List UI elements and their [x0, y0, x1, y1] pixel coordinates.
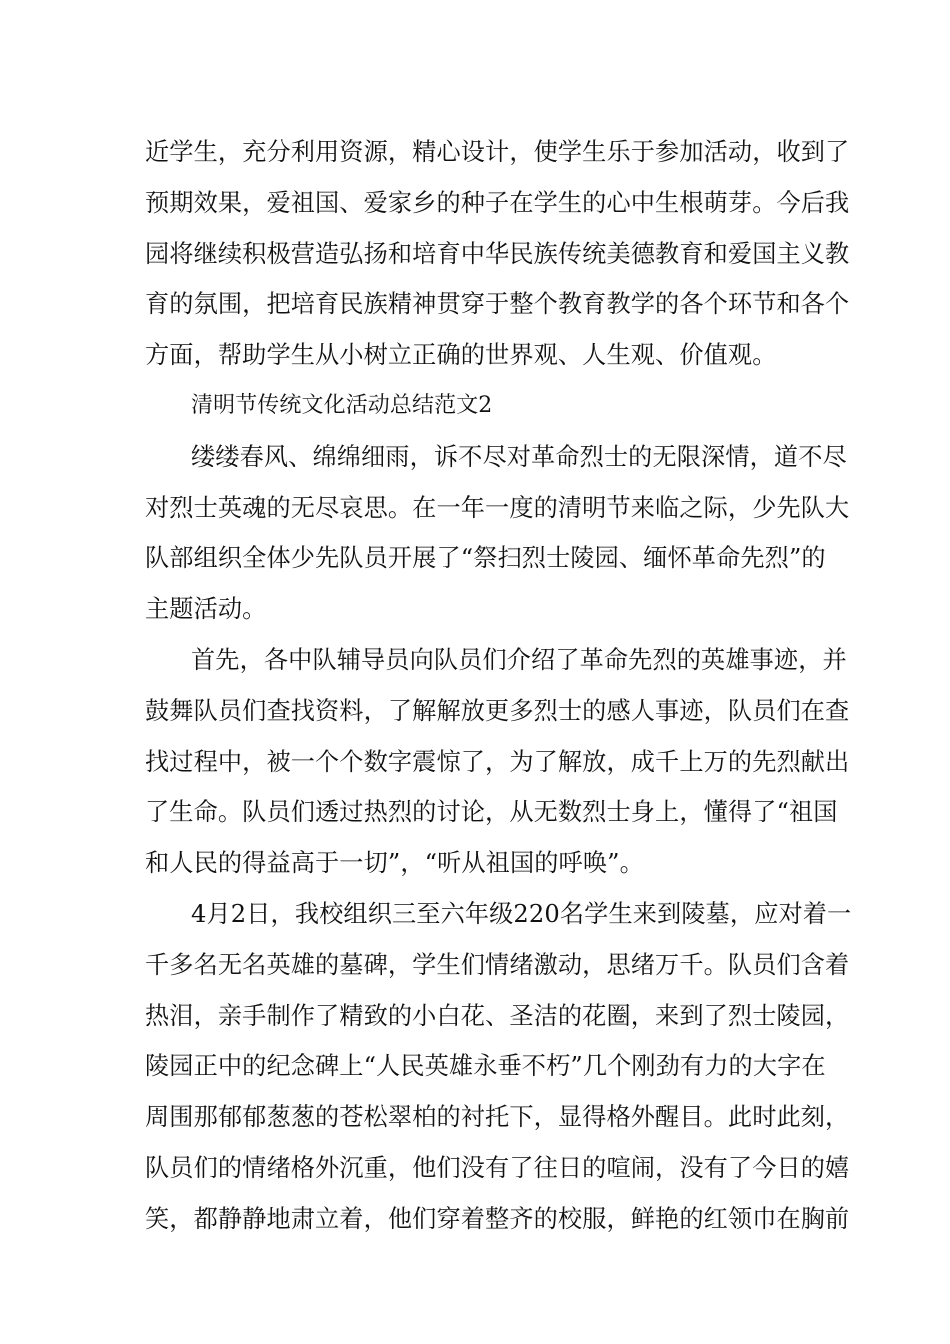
text-line: 园将继续积极营造弘扬和培育中华民族传统美德教育和爱国主义教 [145, 239, 850, 268]
text-line: 了生命。队员们透过热烈的讨论，从无数烈士身上，懂得了“祖国 [145, 798, 838, 827]
text-line: 主题活动。 [145, 595, 267, 624]
text-line: 对烈士英魂的无尽哀思。在一年一度的清明节来临之际，少先队大 [145, 493, 850, 522]
document-body [145, 127, 852, 1245]
text-line: 笑，都静静地肃立着，他们穿着整齐的校服，鲜艳的红领巾在胸前 [145, 1204, 850, 1233]
text-line: 鼓舞队员们查找资料，了解解放更多烈士的感人事迹，队员们在查 [145, 696, 850, 725]
text-line: 育的氛围，把培育民族精神贯穿于整个教育教学的各个环节和各个 [145, 290, 850, 319]
text-line: 和人民的得益高于一切”，“听从祖国的呼唤”。 [145, 849, 644, 878]
text-line: 周围那郁郁葱葱的苍松翠柏的衬托下，显得格外醒目。此时此刻， [145, 1103, 850, 1132]
text-line: 找过程中，被一个个数字震惊了，为了解放，成千上万的先烈献出 [145, 747, 850, 776]
text-line: 队部组织全体少先队员开展了“祭扫烈士陵园、缅怀革命先烈”的 [145, 544, 826, 573]
text-line: 队员们的情绪格外沉重，他们没有了往日的喧闹，没有了今日的嬉 [145, 1153, 850, 1182]
text-line: 预期效果，爱祖国、爱家乡的种子在学生的心中生根萌芽。今后我 [145, 188, 850, 217]
text-line: 热泪，亲手制作了精致的小白花、圣洁的花圈，来到了烈士陵园， [145, 1001, 850, 1030]
section-heading: 清明节传统文化活动总结范文2 [191, 392, 493, 418]
text-line: 方面，帮助学生从小树立正确的世界观、人生观、价值观。 [145, 341, 777, 370]
text-line: 近学生，充分利用资源，精心设计，使学生乐于参加活动，收到了 [145, 138, 850, 166]
text-line: 4月2日，我校组织三至六年级220名学生来到陵墓，应对着一 [191, 899, 852, 928]
paragraph-2 [145, 432, 850, 635]
text-line: 缕缕春风、绵绵细雨，诉不尽对革命烈士的无限深情，道不尽 [191, 442, 847, 471]
paragraph-4 [145, 889, 852, 1245]
paragraph-1 [145, 127, 850, 381]
text-line: 陵园正中的纪念碑上“人民英雄永垂不朽”几个刚劲有力的大字在 [145, 1052, 826, 1081]
paragraph-3 [145, 635, 850, 889]
text-line: 首先，各中队辅导员向队员们介绍了革命先烈的英雄事迹，并 [191, 645, 847, 674]
text-line: 千多名无名英雄的墓碑，学生们情绪激动，思绪万千。队员们含着 [145, 950, 850, 979]
